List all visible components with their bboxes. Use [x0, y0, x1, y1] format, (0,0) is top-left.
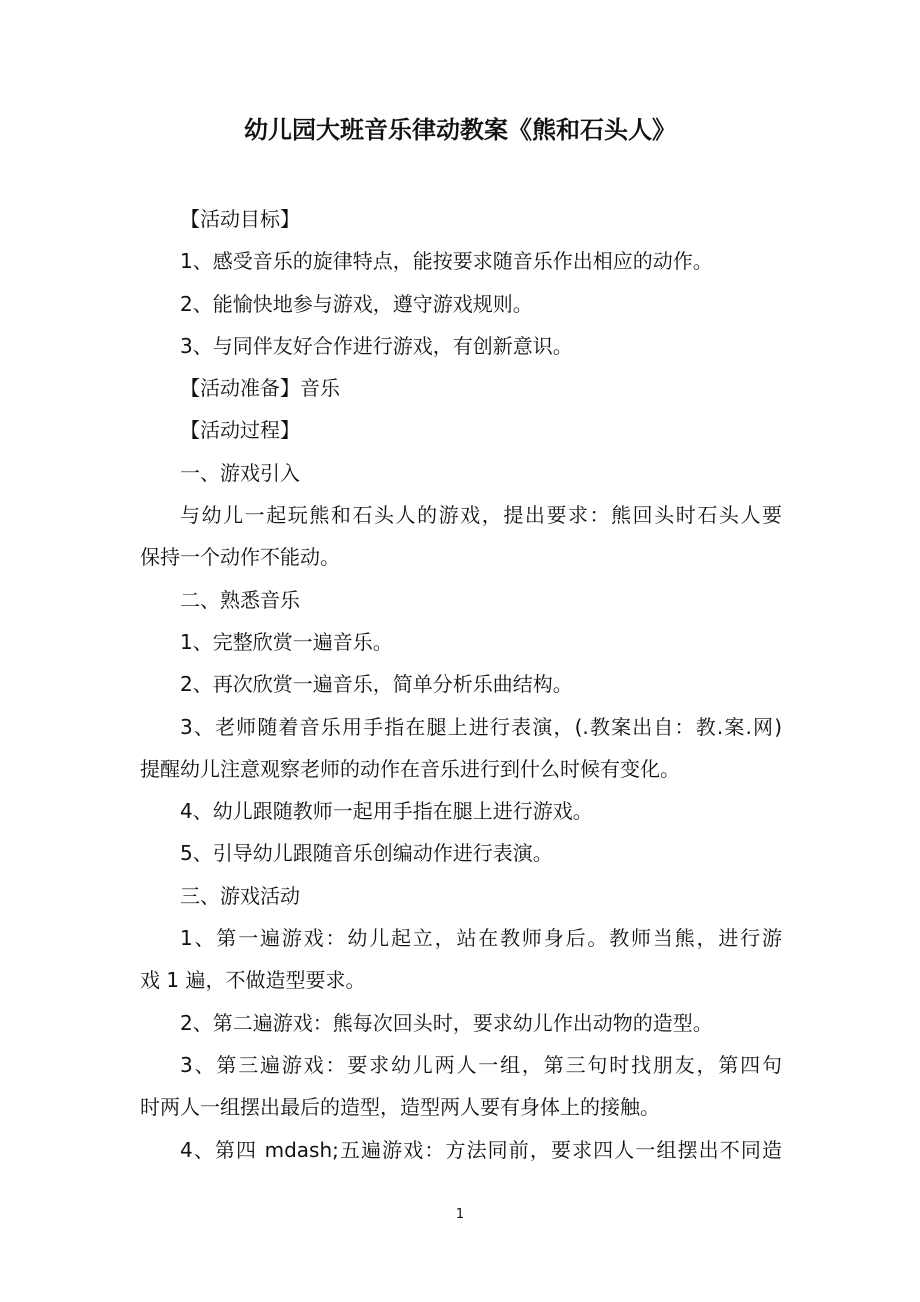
paragraph: 2、再次欣赏一遍音乐，简单分析乐曲结构。	[180, 672, 573, 697]
paragraph: 5、引导幼儿跟随音乐创编动作进行表演。	[180, 841, 553, 866]
paragraph-continuation: 保持一个动作不能动。	[140, 545, 340, 570]
subheading: 一、游戏引入	[180, 460, 300, 485]
section-heading-goals: 【活动目标】	[180, 207, 300, 231]
paragraph: 3、第三遍游戏：要求幼儿两人一组，第三句时找朋友，第四句	[180, 1052, 782, 1077]
paragraph-continuation: 时两人一组摆出最后的造型，造型两人要有身体上的接触。	[140, 1095, 660, 1120]
paragraph: 2、第二遍游戏：熊每次回头时，要求幼儿作出动物的造型。	[180, 1010, 713, 1035]
paragraph-continuation: 戏 1 遍，不做造型要求。	[140, 968, 366, 993]
paragraph: 1、感受音乐的旋律特点，能按要求随音乐作出相应的动作。	[180, 249, 713, 274]
paragraph: 与幼儿一起玩熊和石头人的游戏，提出要求：熊回头时石头人要	[180, 503, 782, 528]
paragraph: 3、与同伴友好合作进行游戏，有创新意识。	[180, 333, 573, 358]
subheading: 二、熟悉音乐	[180, 587, 300, 612]
paragraph: 2、能愉快地参与游戏，遵守游戏规则。	[180, 291, 533, 316]
section-heading-process: 【活动过程】	[180, 418, 300, 443]
document-body	[140, 198, 782, 1171]
section-heading-preparation: 【活动准备】音乐	[180, 376, 340, 401]
page-number: 1	[455, 1207, 465, 1222]
paragraph: 4、幼儿跟随教师一起用手指在腿上进行游戏。	[180, 799, 593, 824]
paragraph: 4、第四 mdash;五遍游戏：方法同前，要求四人一组摆出不同造	[180, 1137, 782, 1162]
paragraph: 3、老师随着音乐用手指在腿上进行表演，(.教案出自：教.案.网)	[180, 714, 782, 739]
subheading: 三、游戏活动	[180, 883, 300, 908]
paragraph: 1、完整欣赏一遍音乐。	[180, 629, 393, 654]
paragraph: 1、第一遍游戏：幼儿起立，站在教师身后。教师当熊，进行游	[180, 926, 782, 951]
paragraph-continuation: 提醒幼儿注意观察老师的动作在音乐进行到什么时候有变化。	[140, 756, 680, 781]
document-title: 幼儿园大班音乐律动教案《熊和石头人》	[244, 116, 676, 144]
